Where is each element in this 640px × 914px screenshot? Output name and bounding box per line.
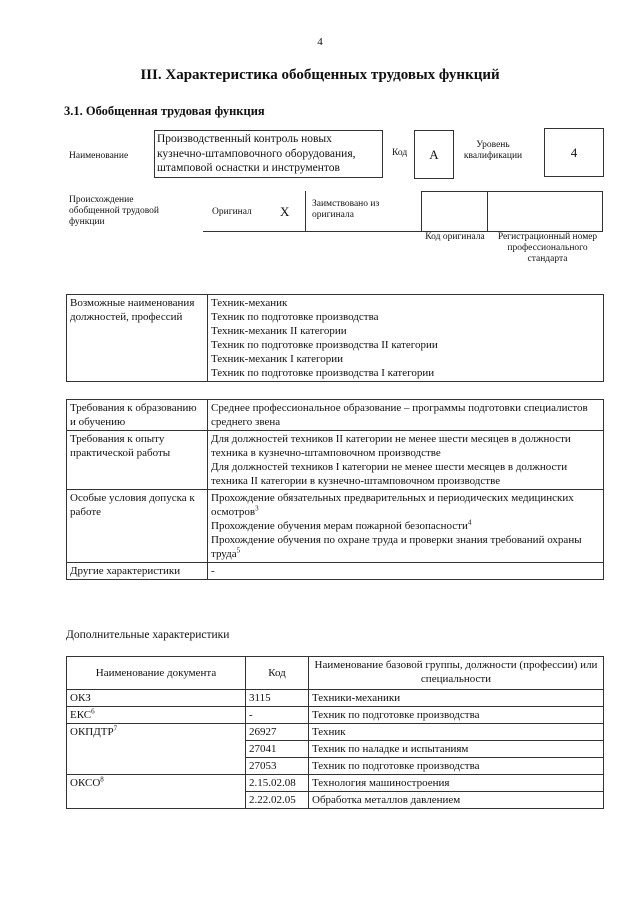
level-label: Уровень квалификации [463, 140, 523, 161]
position-item: Техник по подготовке производства II категории [211, 339, 438, 351]
okpdtr-code: 27053 [246, 758, 309, 775]
additional-title: Дополнительные характеристики [66, 629, 230, 641]
okpdtr-desc: Техник по наладке и испытаниям [309, 741, 604, 758]
positions-label: Возможные наименования должностей, профессий [67, 295, 208, 382]
level-value: 4 [544, 128, 604, 177]
page-number: 4 [317, 36, 323, 48]
okpdtr-code: 26927 [246, 724, 309, 741]
okso-code: 2.15.02.08 [246, 775, 309, 792]
name-label: Наименование [69, 151, 129, 161]
education-value: Среднее профессиональное образование – программы подготовки специалистов среднего звена [208, 400, 604, 431]
footnote-ref: 7 [113, 724, 118, 733]
conditions-value [208, 490, 604, 563]
other-value: - [208, 563, 604, 580]
footnote-ref: 8 [100, 775, 104, 784]
reg-number-label: Регистрационный номер профессионального стандарта [497, 232, 598, 264]
footnote-ref: 6 [91, 707, 95, 716]
other-label: Другие характеристики [67, 563, 208, 580]
eks-name: ЕКС$^6$ [67, 707, 246, 724]
okpdtr-code: 27041 [246, 741, 309, 758]
origin-label: Происхождение обобщенной трудовой функции [69, 195, 159, 227]
requirements-table [66, 399, 604, 580]
okz-desc: Техники-механики [309, 690, 604, 707]
additional-table [66, 656, 604, 809]
section-title: III. Характеристика обобщенных трудовых функций [140, 67, 500, 83]
header-doc: Наименование документа [67, 657, 246, 690]
original-label: Оригинал [212, 207, 252, 217]
condition-line: Прохождение обучения по охране труда и проверки знания требований охраны труда [211, 534, 582, 560]
position-item: Техник-механик [211, 297, 288, 309]
function-code: А [414, 130, 454, 179]
subsection-title: 3.1. Обобщенная трудовая функция [64, 104, 265, 118]
experience-label: Требования к опыту практической работы [67, 431, 208, 490]
condition-line: Прохождение обязательных предварительных и периодических медицинских осмотров [211, 492, 574, 518]
okpdtr-desc: Техник [309, 724, 604, 741]
okz-code: 3115 [246, 690, 309, 707]
okpdtr-desc: Техник по подготовке производства [309, 758, 604, 775]
position-item: Техник по подготовке производства [211, 311, 379, 323]
experience-value [208, 431, 604, 490]
condition-line: Прохождение обучения мерам пожарной безопасности [211, 520, 468, 532]
footnote-ref: 3 [255, 504, 259, 513]
position-item: Техник по подготовке производства I категории [211, 367, 435, 379]
function-name: Производственный контроль новых кузнечно-штамповочного оборудования, штамповой оснастки и инструментов [154, 130, 382, 178]
eks-desc: Техник по подготовке производства [309, 707, 604, 724]
okpdtr-name: ОКПДТР$^7$ [67, 724, 246, 775]
positions-list [208, 295, 604, 382]
okso-name: ОКСО$^8$ [67, 775, 246, 809]
education-label: Требования к образованию и обучению [67, 400, 208, 431]
okso-desc: Обработка металлов давлением [309, 792, 604, 809]
positions-table [66, 294, 604, 382]
okso-desc: Технология машиностроения [309, 775, 604, 792]
conditions-label: Особые условия допуска к работе [67, 490, 208, 563]
okz-name: ОКЗ [67, 690, 246, 707]
footnote-ref: 5 [236, 546, 241, 555]
original-mark: X [280, 204, 290, 219]
okso-code: 2.22.02.05 [246, 792, 309, 809]
experience-line: Для должностей техников I категории не менее шести месяцев в должности техника II категории в кузнечно-штамповочном производстве [211, 461, 568, 487]
header-desc: Наименование базовой группы, должности (профессии) или специальности [309, 657, 604, 690]
footnote-ref: 4 [467, 518, 472, 527]
position-item: Техник-механик II категории [211, 325, 347, 337]
code-label: Код [392, 148, 408, 158]
code-original-label: Код оригинала [425, 232, 485, 242]
experience-line: Для должностей техников II категории не менее шести месяцев в должности техника в кузнечно-штамповочном производстве [211, 433, 571, 459]
borrowed-label: Заимствовано из оригинала [312, 199, 380, 220]
header-code: Код [246, 657, 309, 690]
eks-code: - [246, 707, 309, 724]
position-item: Техник-механик I категории [211, 353, 344, 365]
